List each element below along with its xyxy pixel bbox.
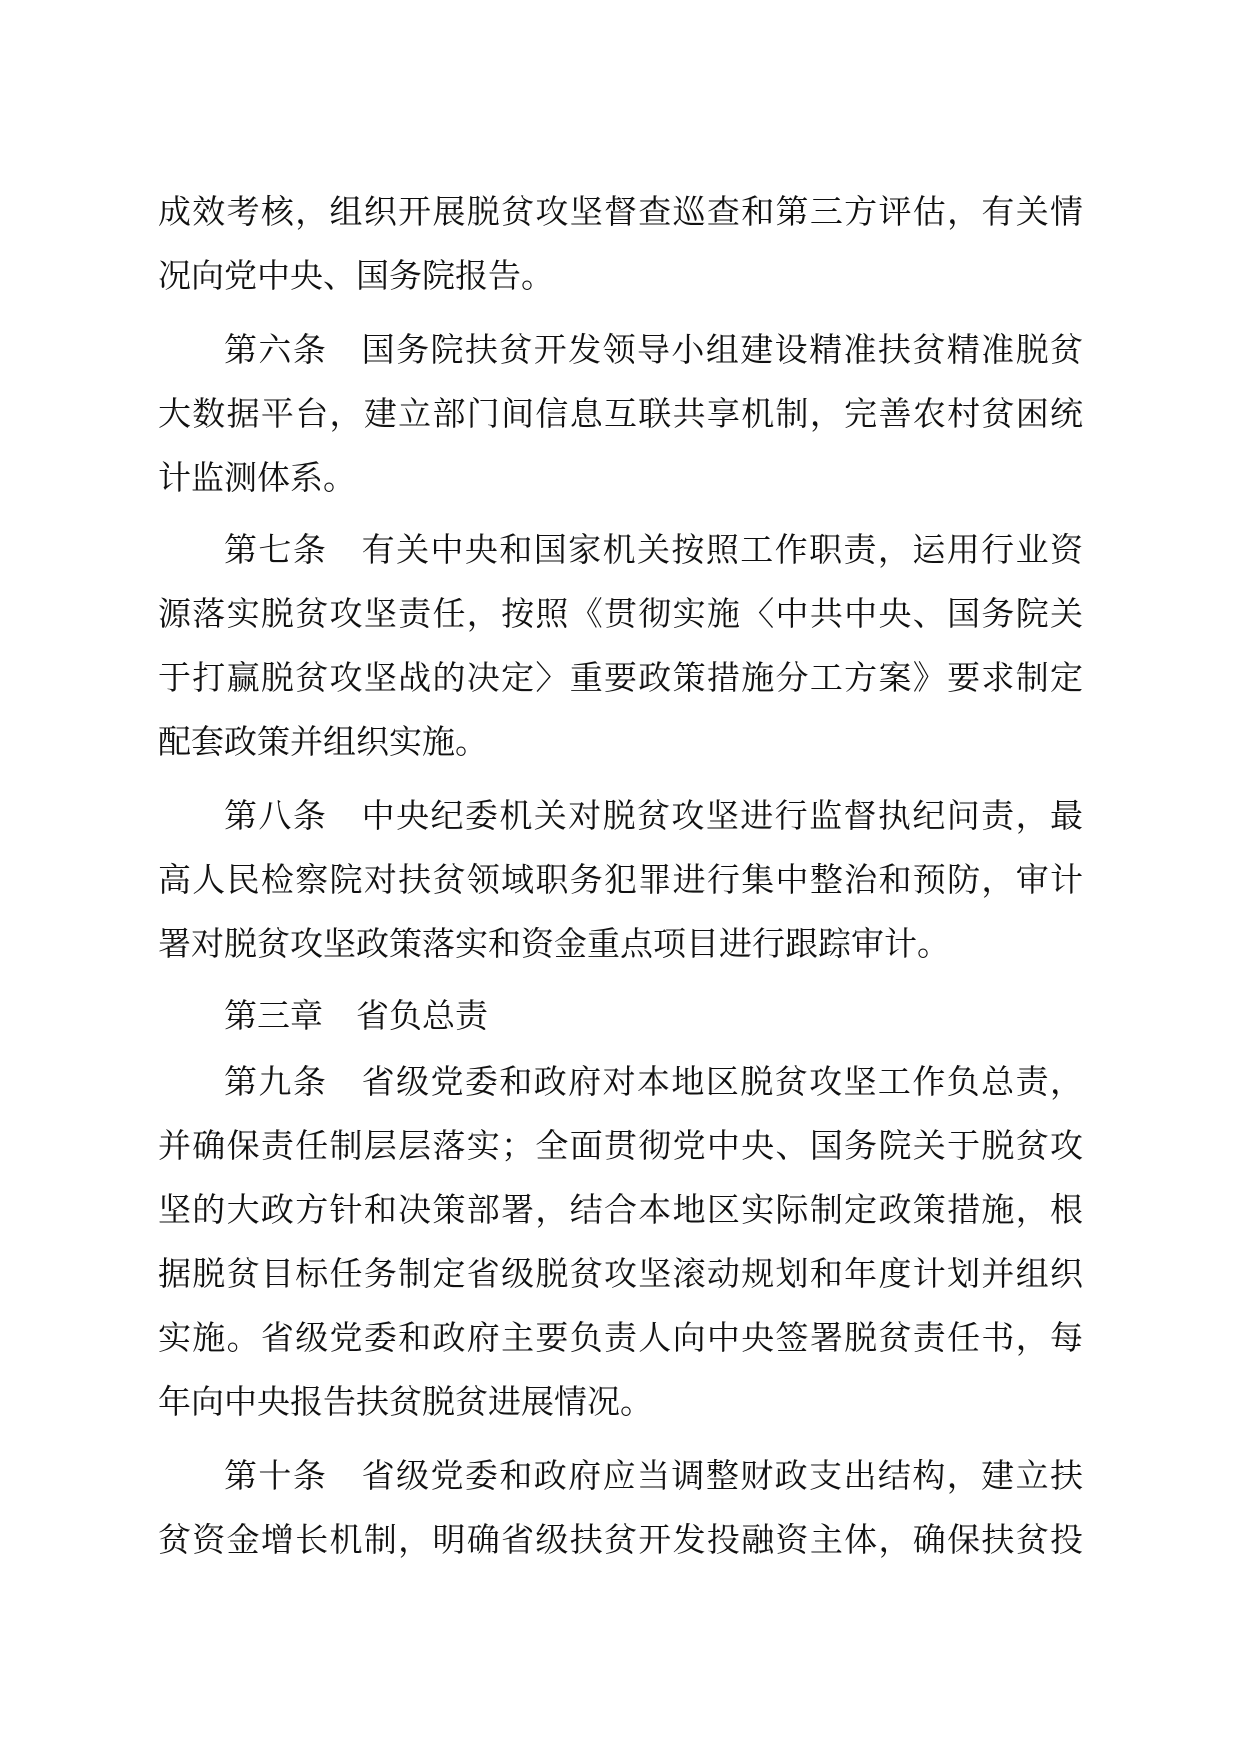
article-7-start: 第七条 有关中央和国家机关按照工作职责，运用行业资 [224, 530, 1083, 569]
text-line: 贫资金增长机制，明确省级扶贫开发投融资主体，确保扶贫投 [158, 1520, 1083, 1559]
text-line: 况向党中央、国务院报告。 [158, 256, 554, 295]
article-9-start: 第九条 省级党委和政府对本地区脱贫攻坚工作负总责， [224, 1062, 1083, 1101]
text-line: 配套政策并组织实施。 [158, 722, 488, 761]
text-line: 大数据平台，建立部门间信息互联共享机制，完善农村贫困统 [158, 394, 1083, 433]
text-line: 成效考核，组织开展脱贫攻坚督查巡查和第三方评估，有关情 [158, 192, 1083, 231]
article-10-start: 第十条 省级党委和政府应当调整财政支出结构，建立扶 [224, 1456, 1083, 1495]
text-line: 于打赢脱贫攻坚战的决定〉重要政策措施分工方案》要求制定 [158, 658, 1083, 697]
text-line: 坚的大政方针和决策部署，结合本地区实际制定政策措施，根 [158, 1190, 1083, 1229]
text-line: 实施。省级党委和政府主要负责人向中央签署脱贫责任书，每 [158, 1318, 1083, 1357]
text-line: 据脱贫目标任务制定省级脱贫攻坚滚动规划和年度计划并组织 [158, 1254, 1083, 1293]
text-line: 并确保责任制层层落实；全面贯彻党中央、国务院关于脱贫攻 [158, 1126, 1083, 1165]
text-line: 高人民检察院对扶贫领域职务犯罪进行集中整治和预防，审计 [158, 860, 1083, 899]
article-8-start: 第八条 中央纪委机关对脱贫攻坚进行监督执纪问责，最 [224, 796, 1083, 835]
article-6-start: 第六条 国务院扶贫开发领导小组建设精准扶贫精准脱贫 [224, 330, 1083, 369]
text-line: 计监测体系。 [158, 458, 356, 497]
text-line: 年向中央报告扶贫脱贫进展情况。 [158, 1382, 653, 1421]
text-line: 署对脱贫攻坚政策落实和资金重点项目进行跟踪审计。 [158, 924, 950, 963]
chapter-3-heading: 第三章 省负总责 [224, 996, 488, 1035]
text-line: 源落实脱贫攻坚责任，按照《贯彻实施〈中共中央、国务院关 [158, 594, 1083, 633]
